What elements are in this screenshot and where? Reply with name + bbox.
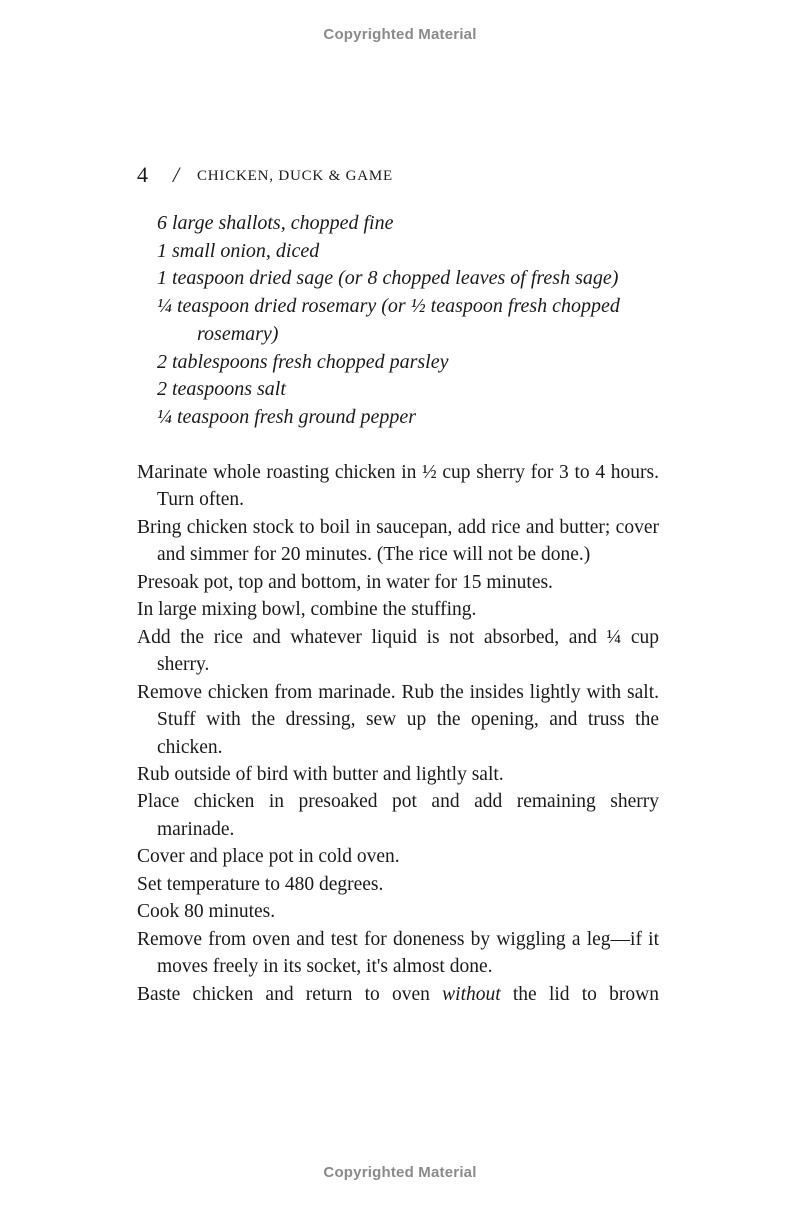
- page-number: 4: [137, 162, 148, 187]
- ingredient-list: [157, 210, 677, 432]
- instruction-step: In large mixing bowl, combine the stuffing.: [137, 599, 477, 621]
- ingredient-item: 2 teaspoons salt: [157, 378, 286, 401]
- instruction-step: Marinate whole roasting chicken in ½ cup sherry for 3 to 4 hours. Turn often.: [137, 462, 659, 511]
- section-title: CHICKEN, DUCK & GAME: [197, 168, 393, 184]
- instruction-step: Bring chicken stock to boil in saucepan, add rice and butter; cover and simmer for 20 minutes. (The rice will not be done.): [137, 516, 659, 566]
- ingredient-item: ¼ teaspoon fresh ground pepper: [157, 405, 417, 428]
- ingredient-item: 6 large shallots, chopped fine: [157, 212, 394, 234]
- instruction-step: Add the rice and whatever liquid is not absorbed, and ¼ cup sherry.: [137, 626, 659, 676]
- ingredient-item: 1 small onion, diced: [157, 239, 320, 262]
- instruction-step: Remove chicken from marinade. Rub the insides lightly with salt. Stuff with the dressing, sew up the opening, and truss the chicken.: [137, 681, 659, 758]
- final-step-emphasis: without: [442, 983, 501, 1005]
- instruction-step: Presoak pot, top and bottom, in water for 15 minutes.: [137, 571, 553, 593]
- final-step-text-end: the lid to brown: [500, 983, 659, 1005]
- instruction-step-final: [137, 981, 659, 1008]
- instruction-step: Cover and place pot in cold oven.: [137, 846, 400, 868]
- final-step-text: Baste chicken and return to oven: [137, 983, 443, 1005]
- ingredient-item: 1 teaspoon dried sage (or 8 chopped leaves of fresh sage): [157, 267, 619, 290]
- watermark-bottom: Copyrighted Material: [323, 1164, 477, 1181]
- instruction-step: Remove from oven and test for doneness by wiggling a leg—if it moves freely in its socket, it's almost done.: [137, 928, 659, 978]
- instruction-step: Cook 80 minutes.: [137, 901, 276, 923]
- running-head: [137, 162, 393, 188]
- ingredient-item: 2 tablespoons fresh chopped parsley: [157, 350, 449, 373]
- instruction-step: Rub outside of bird with butter and lightly salt.: [137, 763, 504, 785]
- ingredient-item: ¼ teaspoon dried rosemary (or ½ teaspoon fresh chopped rosemary): [157, 295, 620, 345]
- watermark-top: Copyrighted Material: [323, 26, 477, 43]
- instruction-step: Place chicken in presoaked pot and add remaining sherry marinade.: [137, 791, 659, 840]
- instruction-step: Set temperature to 480 degrees.: [137, 873, 384, 895]
- header-separator: /: [172, 162, 180, 187]
- instruction-list: [137, 459, 659, 1008]
